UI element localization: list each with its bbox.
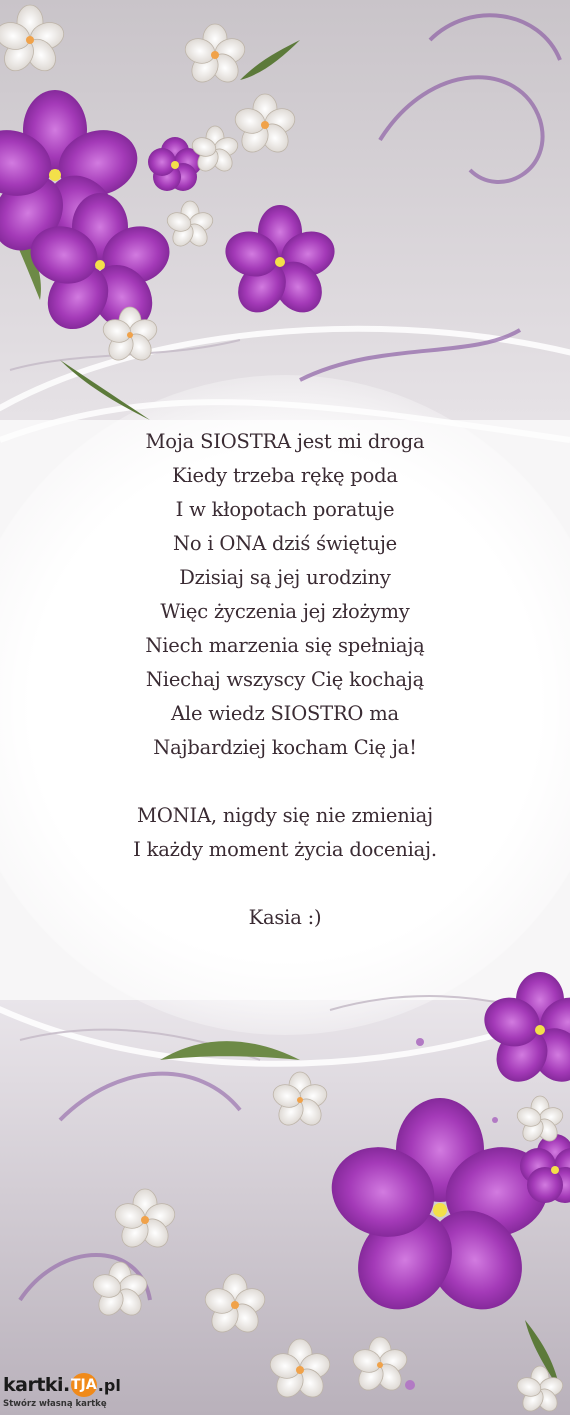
signature: Kasia :) [248, 906, 322, 929]
kartki-watermark-link[interactable] [3, 1372, 123, 1412]
poem-line: Kiedy trzeba rękę poda [172, 464, 398, 487]
closing-line: I każdy moment życia doceniaj. [133, 838, 437, 861]
poem-line: Moja SIOSTRA jest mi droga [145, 430, 425, 453]
poem-line: Najbardziej kocham Cię ja! [153, 736, 417, 759]
stanza-gap [40, 765, 530, 799]
brand-tagline: Stwórz własną kartkę [3, 1399, 107, 1409]
poem-line: I w kłopotach poratuje [175, 498, 395, 521]
greeting-poem [40, 425, 530, 935]
poem-line: No i ONA dziś świętuje [172, 532, 398, 555]
poem-line: Niechaj wszyscy Cię kochają [145, 668, 425, 691]
poem-line: Dzisiaj są jej urodziny [179, 566, 391, 589]
brand-logo [3, 1372, 123, 1398]
closing-line: MONIA, nigdy się nie zmieniaj [137, 804, 433, 827]
brand-badge: TJA [71, 1373, 97, 1397]
poem-line: Ale wiedz SIOSTRO ma [171, 702, 399, 725]
brand-suffix: .pl [97, 1375, 121, 1395]
poem-line: Więc życzenia jej złożymy [160, 600, 410, 623]
poem-line: Niech marzenia się spełniają [145, 634, 425, 657]
brand-prefix: kartki. [3, 1374, 70, 1396]
stanza-gap [40, 867, 530, 901]
